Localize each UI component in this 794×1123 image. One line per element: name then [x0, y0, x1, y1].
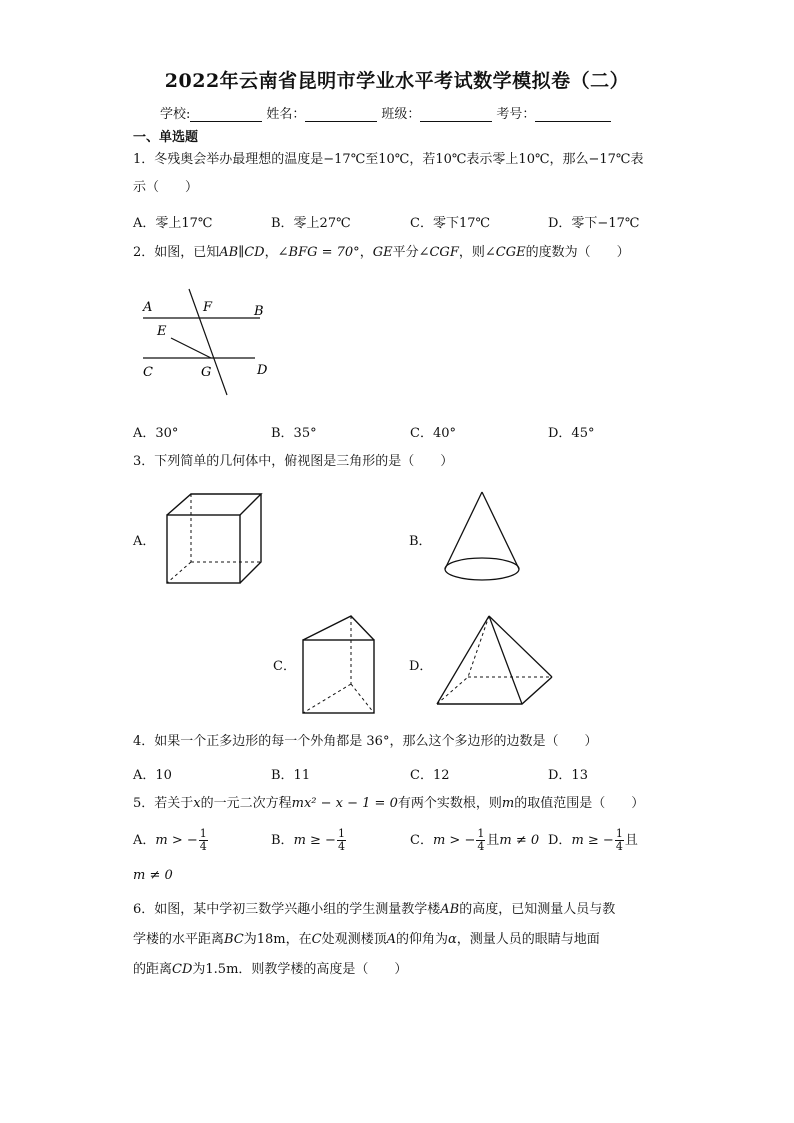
q5-option-d-wrap: m ≠ 0: [133, 868, 173, 883]
q4-option-a[interactable]: A．10: [133, 768, 172, 783]
label-e: E: [157, 324, 167, 339]
q1-line2: 示（ ）: [133, 180, 199, 195]
fraction: [476, 828, 485, 853]
q6-cd: CD: [172, 962, 193, 977]
student-info-line: [160, 103, 615, 122]
q2-ge: GE: [372, 245, 393, 260]
q5-m: m: [501, 796, 515, 811]
label-d: D: [257, 363, 268, 378]
q3-option-c-label[interactable]: C．: [273, 659, 296, 674]
q5-option-b-expr: m ≥ −: [293, 833, 336, 848]
q2-cge: ∠CGE: [484, 245, 526, 260]
q6-bc: BC: [224, 932, 244, 947]
q2-stem: [133, 243, 630, 263]
q4-option-b[interactable]: B．11: [271, 768, 311, 783]
q6-text: 的距离: [133, 962, 173, 977]
q5-equation: mx² − x − 1 = 0: [291, 796, 398, 811]
q5-option-d-label: D．: [548, 833, 572, 848]
q2-ab-cd: AB∥CD: [219, 245, 265, 260]
q1-option-b[interactable]: B．零上27℃: [271, 216, 351, 231]
fraction-numerator: 1: [199, 827, 207, 840]
fraction: [199, 828, 208, 853]
q5-option-c-expr: m > −: [432, 833, 476, 848]
q6-text: 学楼的水平距离: [133, 932, 225, 947]
q5-option-a-label: A．: [133, 833, 156, 848]
name-blank[interactable]: [305, 107, 377, 122]
fraction-denominator: 4: [477, 840, 485, 853]
q6-alpha: α: [448, 932, 457, 947]
q2-option-a[interactable]: A．30°: [133, 426, 179, 441]
q2-figure: [135, 285, 275, 400]
fraction-denominator: 4: [337, 840, 345, 853]
q5-option-c-label: C．: [410, 833, 433, 848]
q5-x: x: [193, 796, 201, 811]
school-blank[interactable]: [190, 107, 262, 122]
line-ge: [171, 338, 211, 358]
q5-option-c-tail-math: m ≠ 0: [499, 833, 540, 848]
q2-mid: 平分: [392, 245, 419, 260]
q5-option-b[interactable]: [271, 828, 347, 853]
q6-text: 为1.5m．则教学楼的高度是（ ）: [192, 962, 408, 977]
fraction: [337, 828, 346, 853]
q6-c: C: [311, 932, 322, 947]
q2-cgf: ∠CGF: [418, 245, 459, 260]
q5-stem: [133, 794, 644, 814]
q5-option-b-label: B．: [271, 833, 294, 848]
q6-text: 的高度，已知测量人员与教: [459, 902, 616, 917]
q6-text: 的仰角为: [396, 932, 449, 947]
fraction-numerator: 1: [337, 827, 345, 840]
q2-option-b[interactable]: B．35°: [271, 426, 317, 441]
q1-option-a[interactable]: A．零上17℃: [133, 216, 213, 231]
class-blank[interactable]: [420, 107, 492, 122]
q1-option-c[interactable]: C．零下17℃: [410, 216, 491, 231]
q5-mid2: 有两个实数根，则: [397, 796, 502, 811]
q5-option-c[interactable]: [410, 828, 539, 853]
fraction: [615, 828, 624, 853]
class-label: 班级：: [381, 107, 421, 122]
fraction-numerator: 1: [615, 827, 623, 840]
q3-option-d-label[interactable]: D．: [409, 659, 433, 674]
q4-option-c[interactable]: C．12: [410, 768, 450, 783]
label-g: G: [201, 365, 212, 380]
cube-figure: [160, 490, 270, 590]
q5-option-d-expr: m ≥ −: [571, 833, 614, 848]
label-c: C: [143, 365, 153, 380]
q2-suffix: 的度数为（ ）: [525, 245, 630, 260]
pyramid-figure: [432, 612, 557, 712]
q5-option-d-tail: 且: [624, 833, 638, 848]
q5-suffix: 的取值范围是（ ）: [514, 796, 645, 811]
q3-stem: 3．下列简单的几何体中，俯视图是三角形的是（ ）: [133, 454, 454, 469]
q5-prefix: 5．若关于: [133, 796, 194, 811]
q1-line1: 1．冬残奥会举办最理想的温度是−17℃至10℃，若10℃表示零上10℃，那么−17℃表: [133, 152, 644, 167]
q5-mid: 的一元二次方程: [200, 796, 292, 811]
q5-option-c-tail-text: 且: [486, 833, 500, 848]
q6-text: ，测量人员的眼睛与地面: [456, 932, 600, 947]
q2-angle-bfg: ∠BFG = 70°: [277, 245, 360, 260]
q2-sep1: ，: [264, 245, 278, 260]
q3-option-a-label[interactable]: A．: [133, 534, 156, 549]
q5-option-a[interactable]: [133, 828, 209, 853]
school-label: 学校:: [160, 107, 191, 122]
section-title: 一、单选题: [133, 130, 199, 145]
q6-line3: [133, 960, 407, 980]
exam-title: 2022年云南省昆明市学业水平考试数学模拟卷（二）: [164, 70, 630, 92]
cone-figure: [440, 488, 525, 588]
q4-option-d[interactable]: D．13: [548, 768, 588, 783]
q4-stem: 4．如果一个正多边形的每一个外角都是 36°，那么这个多边形的边数是（ ）: [133, 734, 598, 749]
fraction-numerator: 1: [477, 827, 485, 840]
number-blank[interactable]: [535, 107, 611, 122]
q6-line1: [133, 900, 615, 920]
number-label: 考号：: [496, 107, 536, 122]
q6-line2: [133, 930, 600, 950]
q5-option-d[interactable]: [548, 828, 638, 853]
q6-text: 为18m，在: [243, 932, 312, 947]
fraction-denominator: 4: [199, 840, 207, 853]
label-a: A: [143, 300, 153, 315]
q5-option-a-expr: m > −: [155, 833, 198, 848]
q6-a: A: [386, 932, 396, 947]
q2-sep2: ，: [359, 245, 373, 260]
q2-option-d[interactable]: D．45°: [548, 426, 595, 441]
label-f: F: [203, 300, 213, 315]
q2-prefix: 2．如图，已知: [133, 245, 220, 260]
fraction-denominator: 4: [615, 840, 623, 853]
q3-option-b-label[interactable]: B．: [409, 534, 432, 549]
q6-ab: AB: [440, 902, 460, 917]
name-label: 姓名：: [266, 107, 306, 122]
q1-option-d[interactable]: D．零下−17℃: [548, 216, 640, 231]
q2-option-c[interactable]: C．40°: [410, 426, 456, 441]
label-b: B: [254, 304, 264, 319]
q2-then: ，则: [458, 245, 485, 260]
prism-figure: [300, 612, 380, 717]
q6-text: 6．如图，某中学初三数学兴趣小组的学生测量教学楼: [133, 902, 441, 917]
q6-text: 处观测楼顶: [321, 932, 387, 947]
